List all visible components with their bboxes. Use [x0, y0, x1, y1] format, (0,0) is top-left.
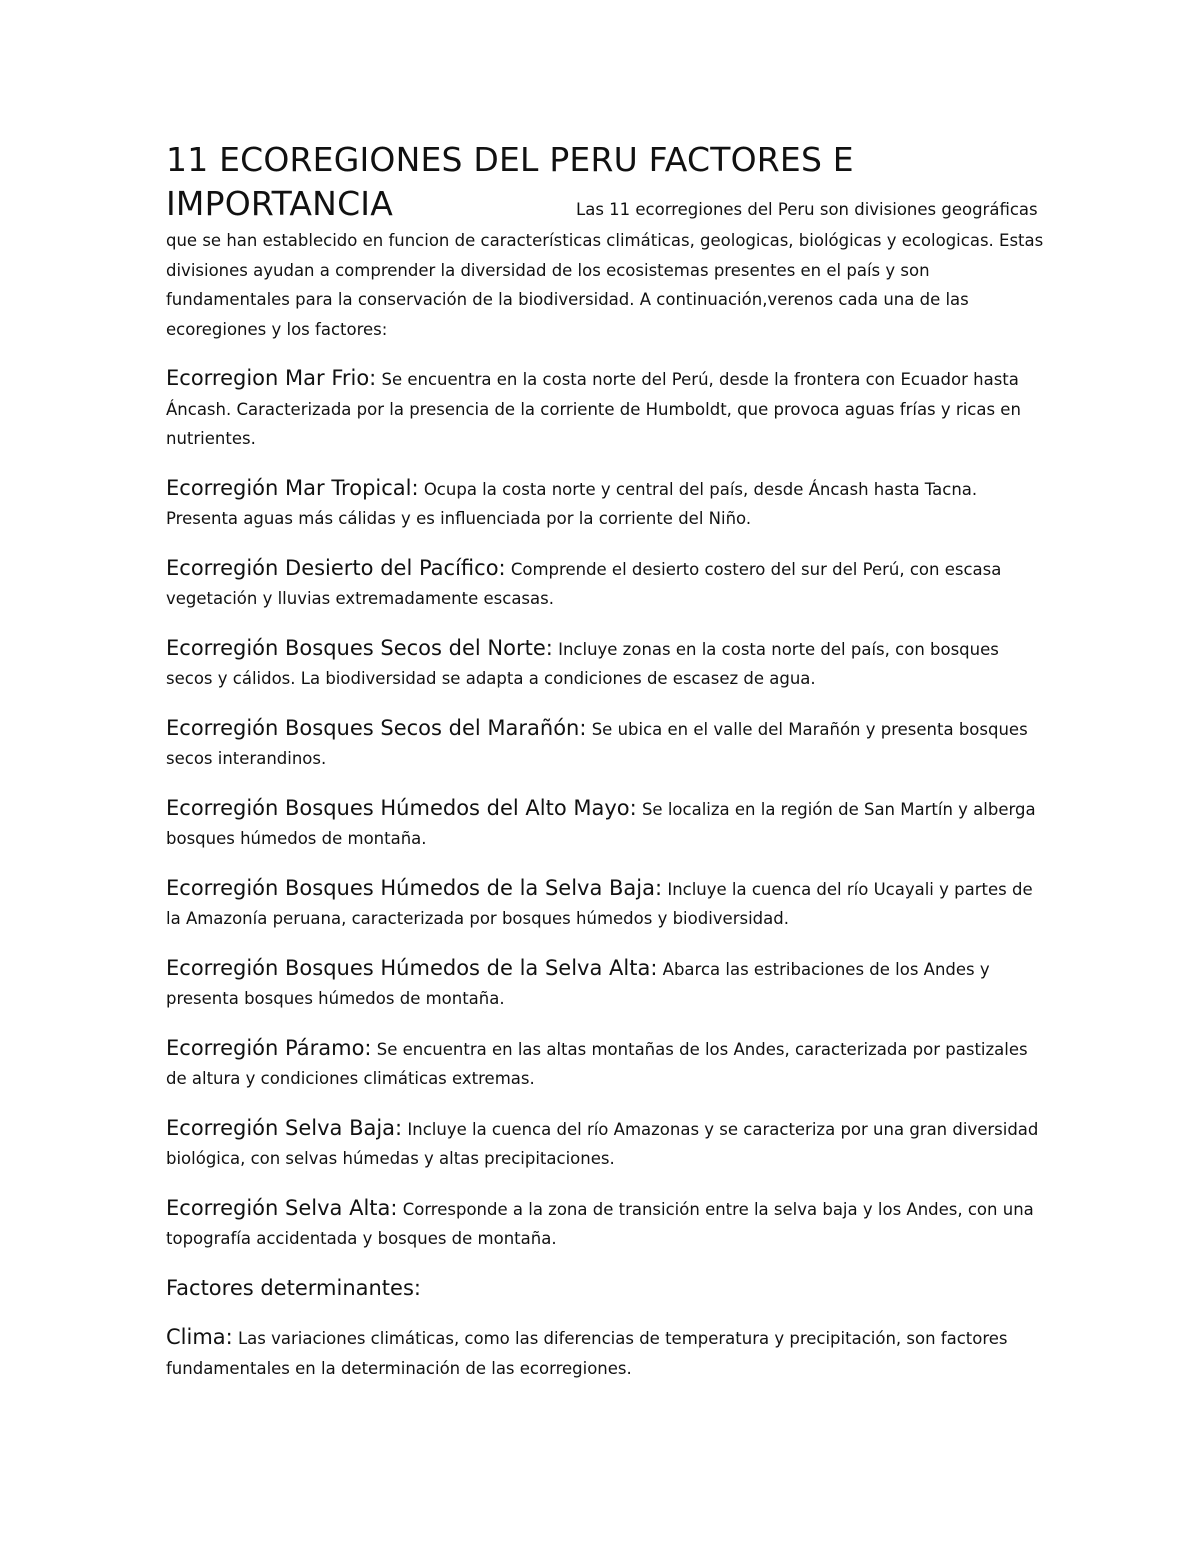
section-bosques-humedos-selva-baja	[166, 874, 1044, 934]
section-body: Incluye zonas en la costa norte del país, con bosques secos y cálidos. La biodiversidad se adapta a condiciones de escasez de agua.	[166, 639, 999, 688]
section-heading: Ecorregión Selva Alta:	[166, 1195, 398, 1220]
section-body: Se encuentra en las altas montañas de los Andes, caracterizada por pastizales de altura y condiciones climáticas extremas.	[166, 1039, 1028, 1088]
section-body: Ocupa la costa norte y central del país, desde Áncash hasta Tacna. Presenta aguas más cálidas y es influenciada por la corriente del Niño.	[166, 479, 978, 528]
factor-clima	[166, 1323, 1044, 1383]
section-bosques-humedos-alto-mayo	[166, 794, 1044, 854]
section-mar-tropical	[166, 474, 1044, 534]
section-body: Comprende el desierto costero del sur del Perú, con escasa vegetación y lluvias extremadamente escasas.	[166, 559, 1002, 608]
factors-title: Factores determinantes:	[166, 1275, 421, 1300]
section-body: Abarca las estribaciones de los Andes y presenta bosques húmedos de montaña.	[166, 959, 990, 1008]
section-desierto-pacifico	[166, 554, 1044, 614]
factor-body: Las variaciones climáticas, como las diferencias de temperatura y precipitación, son factores fundamentales en la determinación de las ecorregiones.	[166, 1329, 1008, 1378]
section-heading: Ecorregión Bosques Húmedos de la Selva Alta:	[166, 955, 658, 980]
section-heading: Ecorregión Selva Baja:	[166, 1115, 403, 1140]
section-heading: Ecorregión Bosques Húmedos del Alto Mayo:	[166, 795, 637, 820]
section-selva-alta	[166, 1194, 1044, 1254]
section-body: Se ubica en el valle del Marañón y presenta bosques secos interandinos.	[166, 719, 1028, 768]
intro-text: Las 11 ecorregiones del Peru son divisiones geográficas que se han establecido en funcion de características climáticas, geologicas, biológicas y ecologicas. Estas divisiones ayudan a comprender la diversidad de los ecosistemas presentes en el país y son fundamentales para la conservación de la biodiversidad. A continuación,verenos cada una de las ecoregiones y los factores:	[166, 200, 1044, 339]
section-bosques-humedos-selva-alta	[166, 954, 1044, 1014]
intro-paragraph	[166, 138, 1044, 344]
section-body: Incluye la cuenca del río Amazonas y se caracteriza por una gran diversidad biológica, con selvas húmedas y altas precipitaciones.	[166, 1119, 1039, 1168]
section-mar-frio	[166, 364, 1044, 454]
section-body: Se encuentra en la costa norte del Perú, desde la frontera con Ecuador hasta Áncash. Caracterizada por la presencia de la corriente de Humboldt, que provoca aguas frías y ricas en nutrientes.	[166, 370, 1021, 448]
document-page	[166, 138, 1044, 1383]
factor-heading: Clima:	[166, 1325, 233, 1349]
section-bosques-secos-maranon	[166, 714, 1044, 774]
section-body: Se localiza en la región de San Martín y alberga bosques húmedos de montaña.	[166, 799, 1036, 848]
section-heading: Ecorregión Desierto del Pacífico:	[166, 555, 506, 580]
section-heading: Ecorregion Mar Frio:	[166, 366, 377, 390]
section-selva-baja	[166, 1114, 1044, 1174]
section-heading: Ecorregión Bosques Secos del Marañón:	[166, 715, 587, 740]
section-bosques-secos-norte	[166, 634, 1044, 694]
section-body: Incluye la cuenca del río Ucayali y partes de la Amazonía peruana, caracterizada por bosques húmedos y biodiversidad.	[166, 879, 1033, 928]
section-body: Corresponde a la zona de transición entre la selva baja y los Andes, con una topografía accidentada y bosques de montaña.	[166, 1199, 1034, 1248]
section-heading: Ecorregión Páramo:	[166, 1035, 372, 1060]
section-heading: Ecorregión Bosques Secos del Norte:	[166, 635, 553, 660]
document-title: 11 ECOREGIONES DEL PERU FACTORES E IMPORTANCIA	[166, 140, 854, 223]
section-paramo	[166, 1034, 1044, 1094]
section-heading: Ecorregión Bosques Húmedos de la Selva Baja:	[166, 875, 663, 900]
section-heading: Ecorregión Mar Tropical:	[166, 475, 419, 500]
